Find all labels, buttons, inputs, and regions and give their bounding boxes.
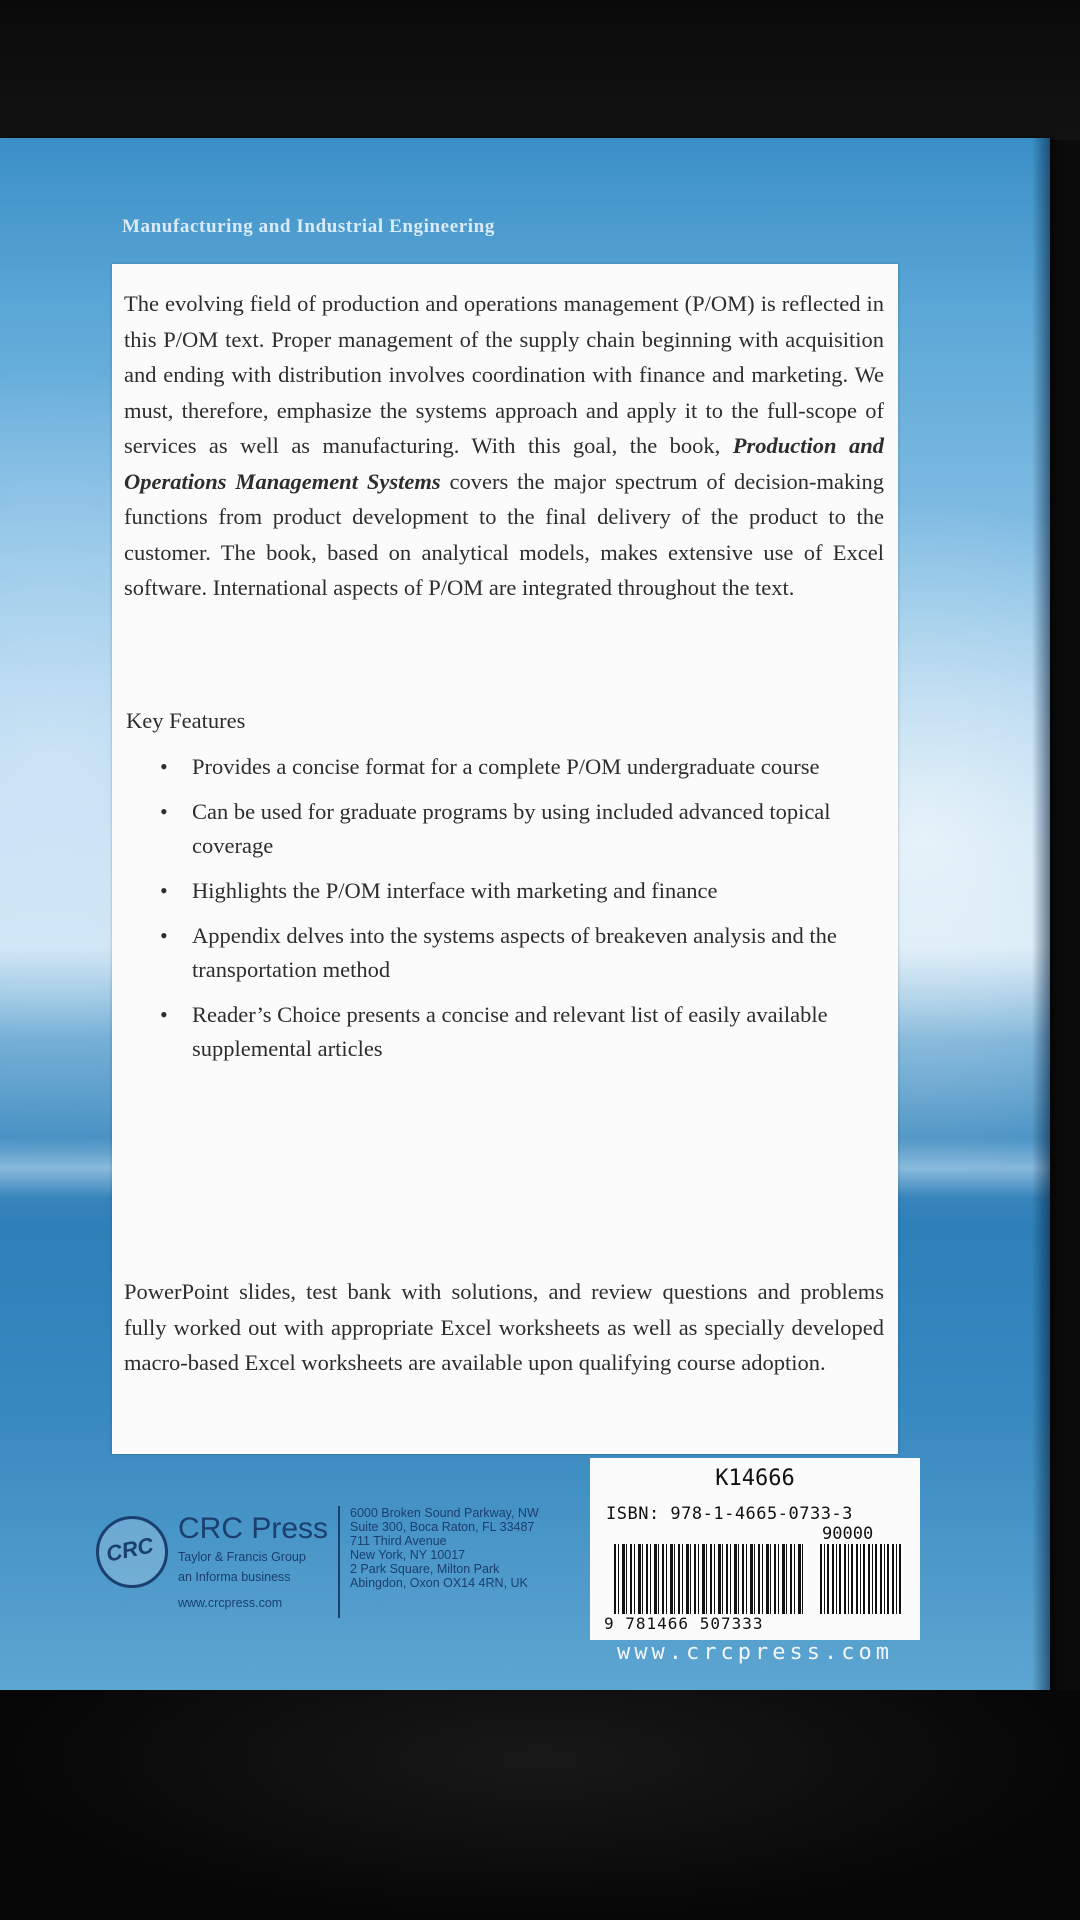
bullet-icon: • <box>160 754 168 779</box>
address-line: 711 Third Avenue <box>350 1534 447 1548</box>
publisher-block <box>96 1506 596 1626</box>
feature-item <box>152 998 872 1066</box>
publisher-website: www.crcpress.com <box>178 1596 283 1610</box>
bullet-icon: • <box>160 799 168 824</box>
feature-item <box>152 750 872 784</box>
address-line: 6000 Broken Sound Parkway, NW <box>350 1506 539 1520</box>
series-title: Manufacturing and Industrial Engineering <box>122 216 495 237</box>
book-back-cover <box>0 138 1050 1693</box>
publisher-group: Taylor & Francis Group <box>178 1550 306 1564</box>
book-title: Production and Operations Management Systems <box>124 433 885 494</box>
key-features-list <box>152 750 872 1077</box>
bullet-icon: • <box>160 923 168 948</box>
barcode-label <box>590 1458 920 1640</box>
back-cover-website: www.crcpress.com <box>617 1640 893 1665</box>
barcode-digits: 9 781466 507333 <box>604 1614 764 1633</box>
price-code: 90000 <box>822 1524 874 1544</box>
background-top <box>0 0 1080 140</box>
address-line: 2 Park Square, Milton Park <box>350 1562 500 1576</box>
feature-item <box>152 919 872 987</box>
closing-paragraph: PowerPoint slides, test bank with solutions, and review questions and problems fully worked out with appropriate Excel worksheets as well as specially developed macro-based Excel worksheets are available upon qualifying course adoption. <box>124 1279 884 1375</box>
publisher-addresses <box>350 1506 539 1590</box>
address-line: New York, NY 10017 <box>350 1548 466 1562</box>
address-line: Suite 300, Boca Raton, FL 33487 <box>350 1520 535 1534</box>
description-panel <box>112 264 898 1454</box>
publisher-name: CRC Press <box>178 1512 329 1545</box>
feature-text: Reader’s Choice presents a concise and relevant list of easily available supplemental articles <box>192 1002 828 1061</box>
feature-text: Provides a concise format for a complete P/OM undergraduate course <box>192 754 820 779</box>
book-spine-edge <box>1032 138 1050 1693</box>
intro-text-part1: The evolving field of production and operations management (P/OM) is reflected in this P/OM text. Proper management of the supply chain beginning with acquisition and ending with distribution involves coordination with finance and marketing. We must, therefore, emphasize the systems approach and apply it to the full-scope of services as well as manufacturing. With this goal, the book, <box>124 291 884 458</box>
bullet-icon: • <box>160 1002 168 1027</box>
intro-paragraph <box>124 286 884 606</box>
feature-item <box>152 795 872 863</box>
publisher-parent: an Informa business <box>178 1570 291 1584</box>
intro-text-part2: covers the major spectrum of decision-making functions from product development to the final delivery of the product to the customer. The book, based on analytical models, makes extensive use of Excel software. International aspects of P/OM are integrated throughout the text. <box>124 468 884 600</box>
feature-item <box>152 874 872 908</box>
crc-logo-text: CRC <box>103 1532 156 1567</box>
feature-text: Can be used for graduate programs by using included advanced topical coverage <box>192 799 831 858</box>
address-line: Abingdon, Oxon OX14 4RN, UK <box>350 1576 528 1590</box>
isbn-text: ISBN: 978-1-4665-0733-3 <box>606 1504 853 1524</box>
bullet-icon: • <box>160 878 168 903</box>
barcode-main-icon <box>614 1544 804 1614</box>
background-bottom <box>0 1690 1080 1920</box>
feature-text: Appendix delves into the systems aspects of breakeven analysis and the transportation method <box>192 923 837 982</box>
crc-logo-icon <box>96 1516 168 1588</box>
key-features-heading: Key Features <box>126 708 246 733</box>
catalog-number: K14666 <box>715 1466 795 1491</box>
publisher-divider <box>338 1506 340 1618</box>
barcode-addon-icon <box>820 1544 904 1614</box>
feature-text: Highlights the P/OM interface with marketing and finance <box>192 878 718 903</box>
